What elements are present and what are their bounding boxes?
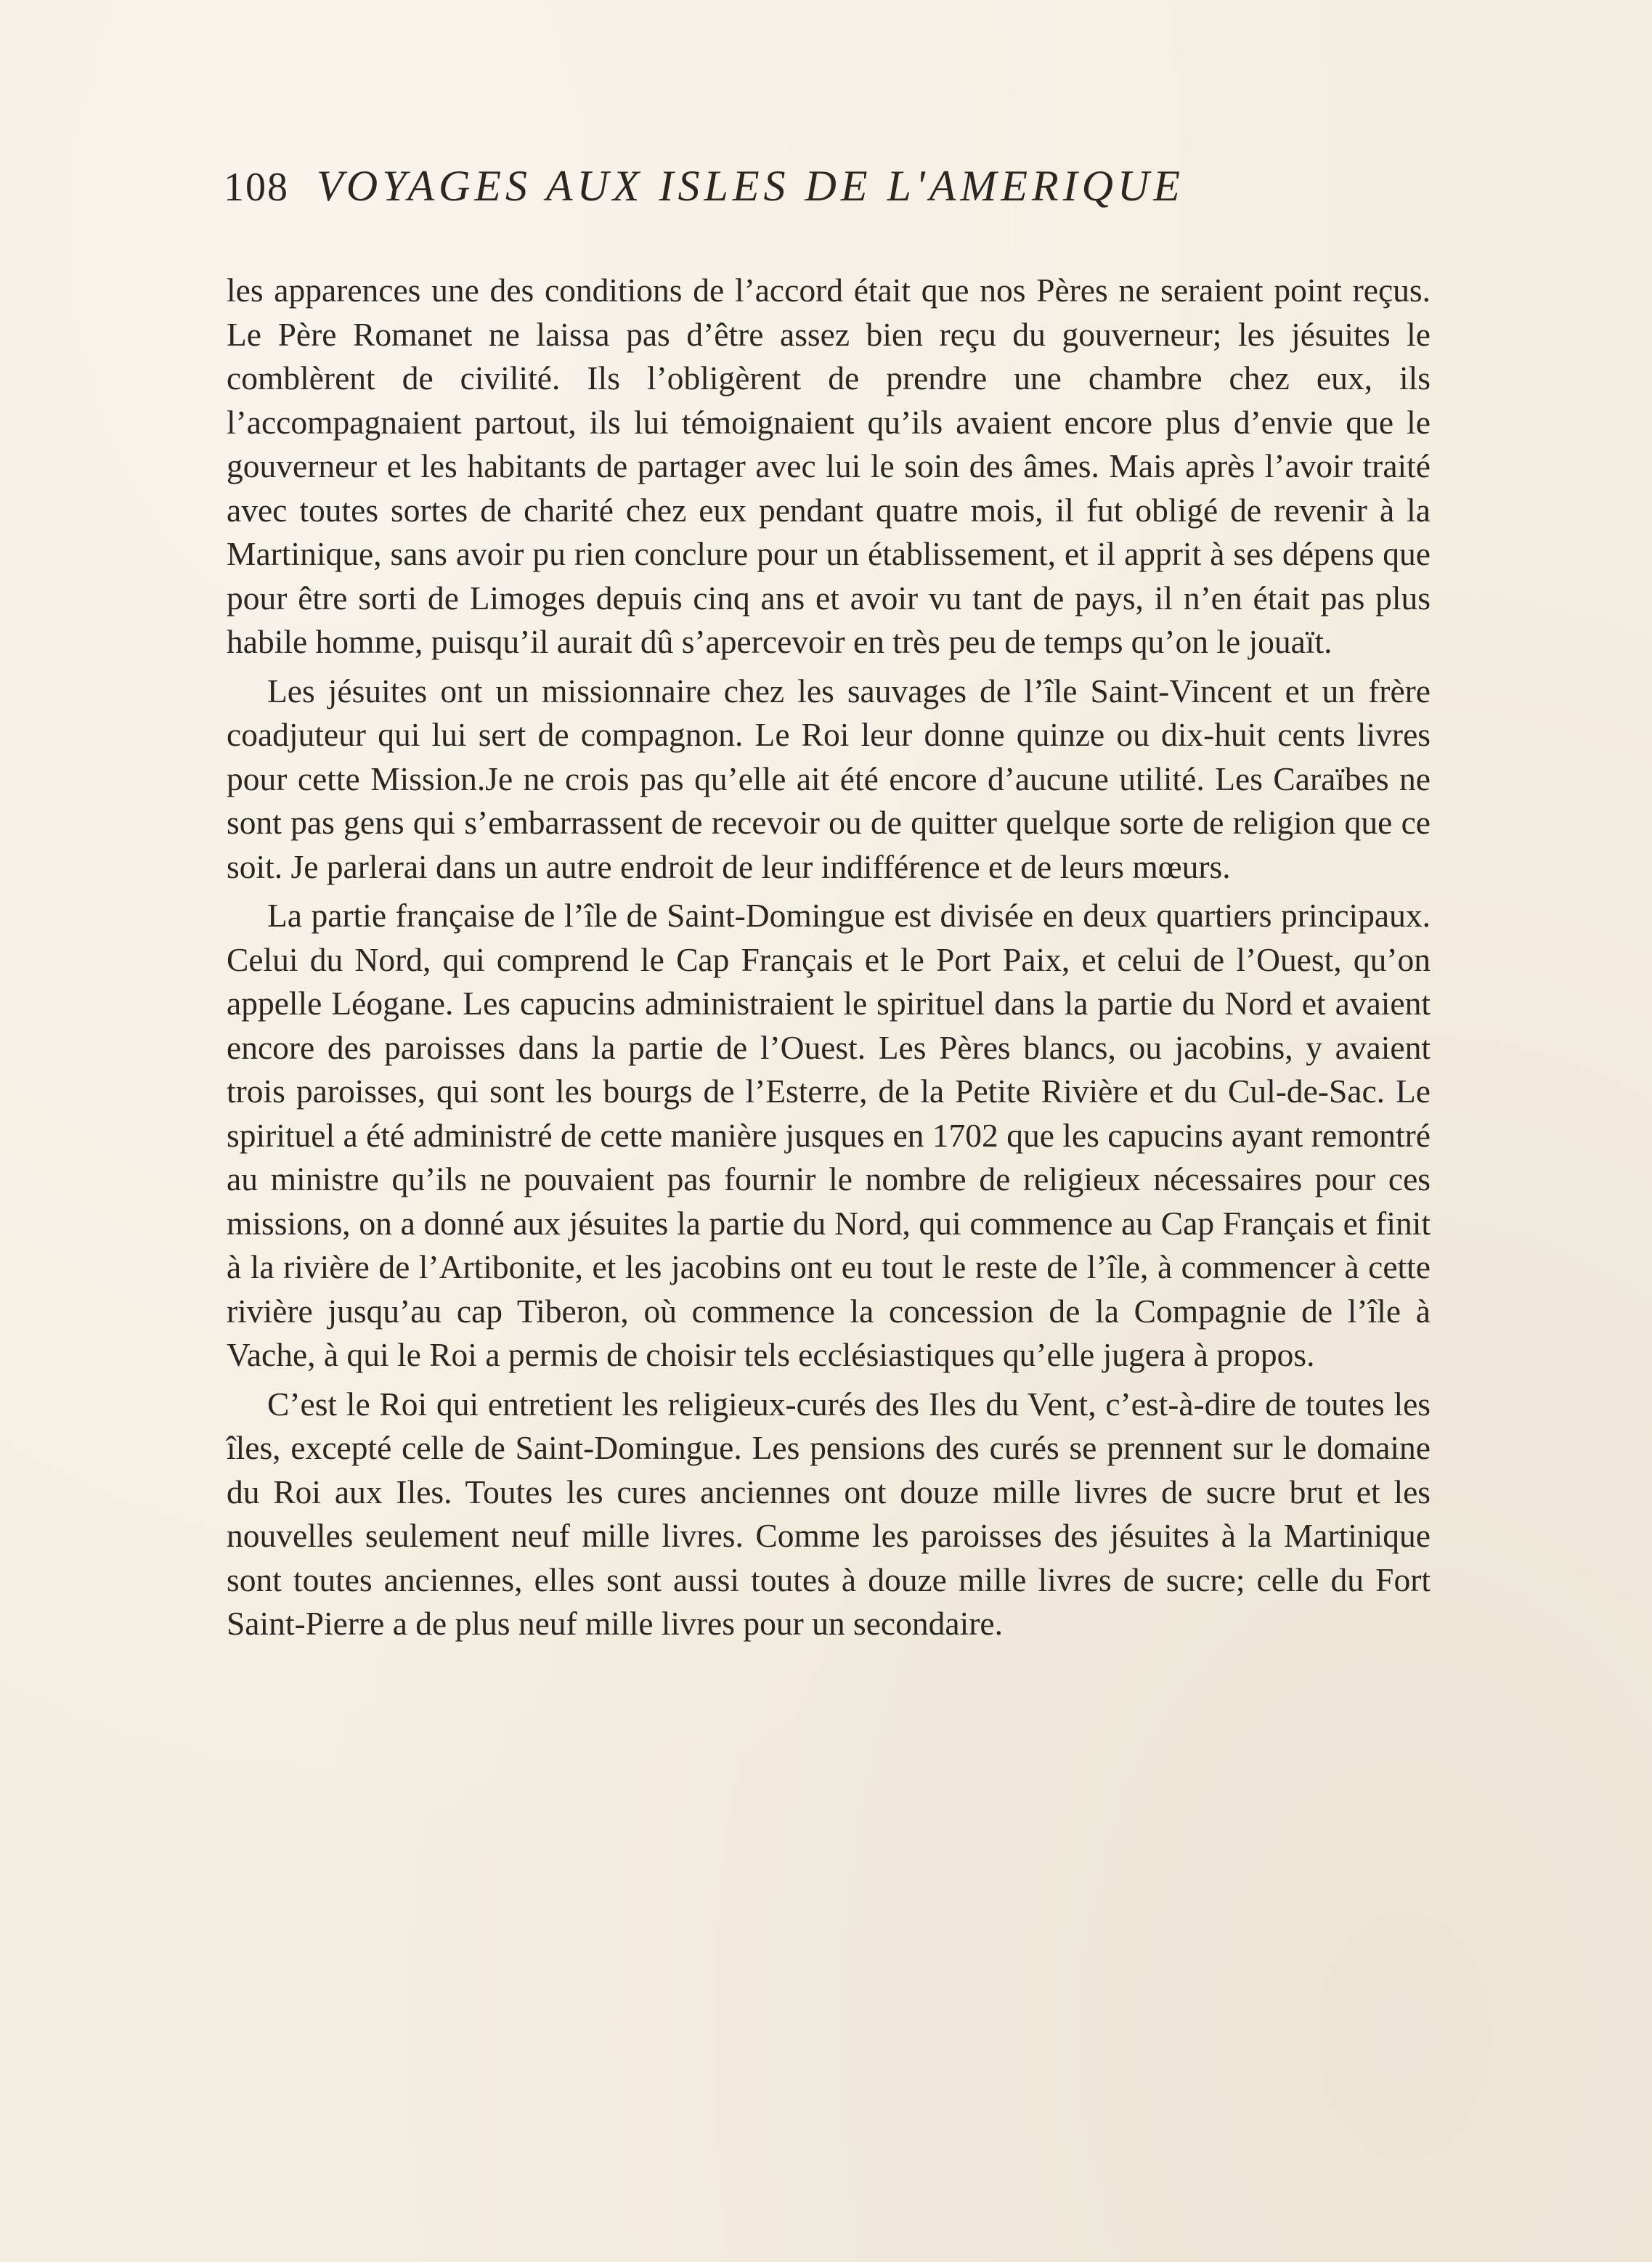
paragraph: Les jésuites ont un missionnaire chez les sauvages de l’île Saint-Vincent et un frère coadjuteur qui lui sert de compagnon. Le Roi leur donne quinze ou dix-huit cents livres pour cette Mission.Je ne crois pas qu’elle ait été encore d’aucune utilité. Les Caraïbes ne sont pas gens qui s’embarrassent de recevoir ou de quitter quelque sorte de religion que ce soit. Je parlerai dans un autre endroit de leur indifférence et de leurs mœurs. — [227, 672, 1431, 885]
paragraph: La partie française de l’île de Saint-Domingue est divisée en deux quartiers principaux. Celui du Nord, qui comprend le Cap Français et le Port Paix, et celui de l’Ouest, qu’on appelle Léogane. Les capucins administraient le spirituel dans la partie du Nord et avaient encore des paroisses dans la partie de l’Ouest. Les Pères blancs, ou jacobins, y avaient trois paroisses, qui sont les bourgs de l’Esterre, de la Petite Rivière et du Cul-de-Sac. Le spirituel a été administré de cette manière jusques en 1702 que les capucins ayant remontré au ministre qu’ils ne pouvaient pas fournir le nombre de religieux nécessaires pour ces missions, on a donné aux jésuites la partie du Nord, qui commence au Cap Français et finit à la rivière de l’Artibonite, et les jacobins ont eu tout le reste de l’île, à commencer à cette rivière jusqu’au cap Tiberon, où commence la concession de la Compagnie de l’île à Vache, à qui le Roi a permis de choisir tels ecclésiastiques qu’elle jugera à propos. — [227, 897, 1431, 1373]
paragraph: C’est le Roi qui entretient les religieux-curés des Iles du Vent, c’est-à-dire de toutes les îles, excepté celle de Saint-Domingue. Les pensions des curés se prennent sur le domaine du Roi aux Iles. Toutes les cures anciennes ont douze mille livres de sucre brut et les nouvelles seulement neuf mille livres. Comme les paroisses des jésuites à la Martinique sont toutes anciennes, elles sont aussi toutes à douze mille livres de sucre; celle du Fort Saint-Pierre a de plus neuf mille livres pour un secondaire. — [227, 1385, 1431, 1642]
running-head — [224, 161, 1458, 227]
running-title: VOYAGES AUX ISLES DE L'AMERIQUE — [317, 162, 1184, 210]
paragraph: les apparences une des conditions de l’accord était que nos Pères ne seraient point reçus. Le Père Romanet ne laissa pas d’être assez bien reçu du gouverneur; les jésuites le comblèrent de civilité. Ils l’obligèrent de prendre une chambre chez eux, ils l’accompagnaient partout, ils lui témoignaient qu’ils avaient encore plus d’envie que le gouverneur et les habitants de partager avec lui le soin des âmes. Mais après l’avoir traité avec toutes sortes de charité chez eux pendant quatre mois, il fut obligé de revenir à la Martinique, sans avoir pu rien conclure pour un établissement, et il apprit à ses dépens que pour être sorti de Limoges depuis cinq ans et avoir vu tant de pays, il n’en était pas plus habile homme, puisqu’il aurait dû s’apercevoir en très peu de temps qu’on le jouaït. — [227, 272, 1431, 660]
body-text — [227, 269, 1431, 1646]
page-number: 108 — [224, 165, 289, 210]
